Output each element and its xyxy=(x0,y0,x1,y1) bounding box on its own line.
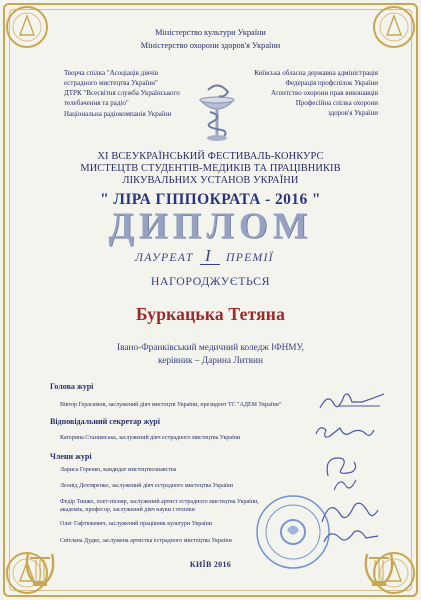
college-line: Івано-Франківський медичний коледж ІФНМУ, xyxy=(117,343,304,353)
awarded-label: НАГОРОДЖУЄТЬСЯ xyxy=(150,274,271,288)
festival-line: XI ВСЕУКРАЇНСЬКИЙ ФЕСТИВАЛЬ-КОНКУРС xyxy=(97,151,324,162)
organizer-left-line: ДТРК "Всесвітня служба Українського xyxy=(64,89,180,97)
organizer-right-line: Професійна спілка охорони xyxy=(295,99,378,107)
festival-name: " ЛІРА ГІППОКРАТА - 2016 " xyxy=(100,191,321,208)
ministry-health: Міністерство охорони здоров'я України xyxy=(140,41,281,50)
prize-degree-handwritten: I xyxy=(205,246,211,265)
organizer-left-line: Національна радіокомпанія України xyxy=(64,110,172,118)
city-year: КИЇВ 2016 xyxy=(189,560,232,569)
jury-member: Олег Гафтюкевич, заслужений працівник культури України xyxy=(60,521,213,527)
jury-chair: Віктор Герасимов, заслужений діяч мистецтв України, президент ТС "АДЕМ України" xyxy=(60,402,282,408)
organizer-left-line: Творча спілка "Асоціація діячів xyxy=(64,69,159,77)
jury-member: Федір Тишко, поет-пісняр, заслужений артист естрадного мистецтва України, xyxy=(60,499,259,505)
signature-chair xyxy=(318,388,388,414)
jury-member: Лариса Горенко, кандидат мистецтвознавства xyxy=(60,467,177,473)
signature-secretary xyxy=(312,420,378,444)
festival-line: ЛІКУВАЛЬНИХ УСТАНОВ УКРАЇНИ xyxy=(122,175,299,186)
organizer-left-line: телебачення та радіо" xyxy=(64,99,129,107)
supervisor-line: керівник – Дарина Литвин xyxy=(158,356,263,366)
prize-label: ПРЕМІЇ xyxy=(226,250,274,264)
jury-chair-label: Голова журі xyxy=(50,382,94,391)
organizer-right-line: здоров'я України xyxy=(327,109,378,117)
signature-member xyxy=(330,474,360,494)
bowl-of-hygieia-icon xyxy=(194,78,240,150)
jury-member: Леонід Дехтяренко, заслужений діяч естрадного мистецтва України xyxy=(60,483,233,489)
ministry-culture: Міністерство культури України xyxy=(155,28,266,37)
diploma-title: ДИПЛОМ xyxy=(108,206,313,247)
organizer-right-line: Федерація профспілок України xyxy=(285,79,378,87)
organizer-right-line: Агентство охорони прав виконавців xyxy=(271,89,378,97)
jury-secretary: Катерина Станимська, заслужений діяч естрадного мистецтва України xyxy=(60,435,241,441)
organizer-right-line: Київська обласна державна адміністрація xyxy=(254,69,378,77)
prize-degree-underline xyxy=(200,264,220,265)
organizer-left-line: естрадного мистецтва України" xyxy=(64,79,158,87)
festival-line: МИСТЕЦТВ СТУДЕНТІВ-МЕДИКІВ ТА ПРАЦІВНИКІВ xyxy=(80,163,341,174)
jury-member: академік, професор, заслужений діяч науки і техніки xyxy=(60,507,195,513)
jury-member: Світлана Дудко, заслужена артистка естрадного мистецтва України xyxy=(60,538,232,544)
jury-secretary-label: Відповідальний секретар журі xyxy=(50,417,160,426)
laureate-label: ЛАУРЕАТ xyxy=(135,250,194,264)
recipient-name: Буркацька Тетяна xyxy=(135,304,286,324)
jury-members-label: Члени журі xyxy=(50,452,92,461)
